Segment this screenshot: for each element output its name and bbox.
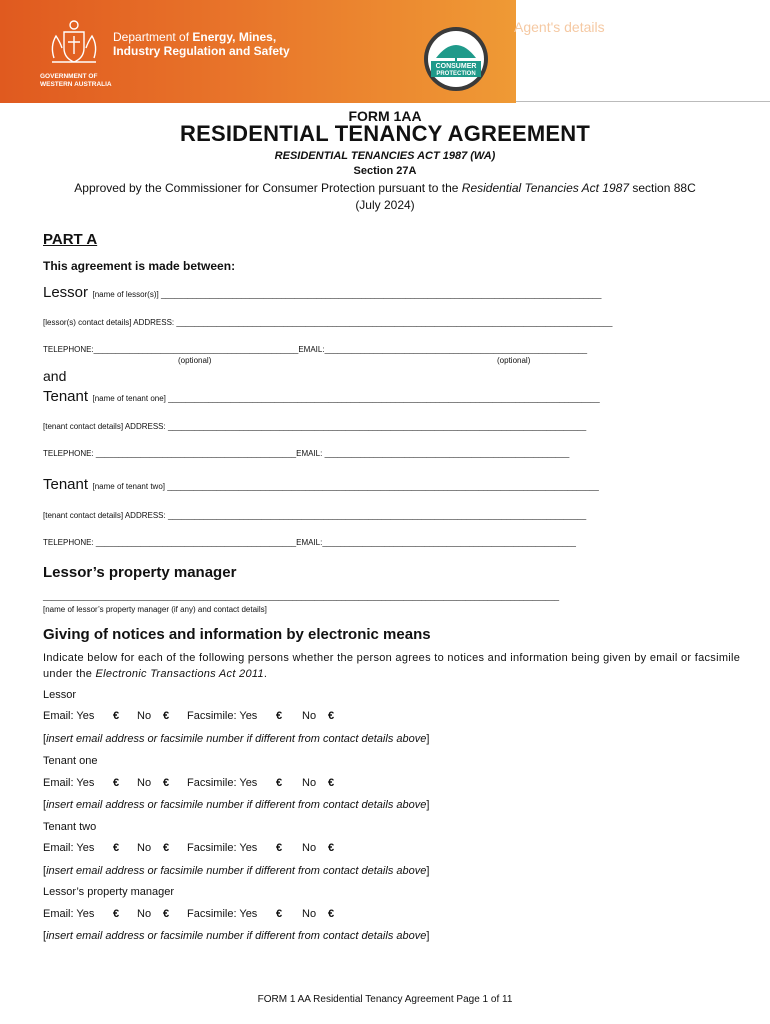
lessor-name-row[interactable] (43, 284, 601, 302)
and-label: and (43, 368, 67, 384)
tenant-two-insert-contact-field[interactable]: [insert email address or facsimile number if different from contact details above] (43, 865, 430, 877)
tenant-two-email-no-checkbox[interactable]: € (163, 842, 170, 854)
lessor-email-no-checkbox[interactable]: € (163, 710, 170, 722)
optional-note: (optional) (497, 356, 531, 365)
tenant-two-consent-row: Email: Yes € No € Facsimile: Yes € No € (43, 842, 335, 854)
lessor-consent-row: Email: Yes € No € Facsimile: Yes € No € (43, 710, 335, 722)
header-rule (516, 101, 770, 102)
tenant-two-phone-email-field[interactable]: TELEPHONE: _____________________________________________EMAIL:_________________________________________________________ (43, 538, 576, 547)
tenant-two-address-field[interactable]: [tenant contact details] ADDRESS: ______________________________________________________________________________________________ (43, 511, 587, 520)
person-label-property-manager: Lessor’s property manager (43, 886, 175, 898)
property-manager-field[interactable]: ____________________________________________________________________________________________________________________ (43, 592, 560, 601)
header-banner (0, 0, 516, 103)
electronic-notices-heading: Giving of notices and information by electronic means (43, 626, 431, 643)
lessor-label: Lessor (43, 284, 89, 301)
property-manager-fax-no-checkbox[interactable]: € (328, 908, 335, 920)
lessor-insert-contact-field[interactable]: [insert email address or facsimile number if different from contact details above] (43, 733, 430, 745)
page-title: RESIDENTIAL TENANCY AGREEMENT (180, 121, 590, 146)
person-label-tenant-one: Tenant one (43, 755, 98, 767)
tenant-one-consent-row: Email: Yes € No € Facsimile: Yes € No € (43, 777, 335, 789)
property-manager-email-no-checkbox[interactable]: € (163, 908, 170, 920)
tenant-two-name-field[interactable]: [name of tenant two] _________________________________________________________________________________________________ (92, 482, 599, 491)
department-name: Department of Energy, Mines, Industry Regulation and Safety (113, 30, 290, 58)
property-manager-fax-yes-checkbox[interactable]: € (276, 908, 283, 920)
property-manager-consent-row: Email: Yes € No € Facsimile: Yes € No € (43, 908, 335, 920)
form-number: FORM 1AA (348, 108, 422, 124)
approval-statement: Approved by the Commissioner for Consumer Protection pursuant to the Residential Tenancies Act 1987 section 88C (July 2024) (74, 181, 696, 212)
tenant-one-fax-no-checkbox[interactable]: € (328, 777, 335, 789)
government-wa-label: GOVERNMENT OF WESTERN AUSTRALIA (40, 73, 112, 88)
property-manager-heading: Lessor’s property manager (43, 564, 237, 581)
tenant-one-name-row[interactable] (43, 388, 600, 406)
consumer-protection-logo-icon (423, 26, 489, 92)
lessor-email-yes-checkbox[interactable]: € (113, 710, 120, 722)
act-reference: RESIDENTIAL TENANCIES ACT 1987 (WA) (274, 150, 496, 162)
page-footer: FORM 1 AA Residential Tenancy Agreement Page 1 of 11 (257, 994, 513, 1005)
property-manager-email-yes-checkbox[interactable]: € (113, 908, 120, 920)
lessor-phone-email-field[interactable]: TELEPHONE:______________________________________________EMAIL:___________________________________________________________ (43, 345, 588, 354)
lessor-name-field[interactable]: [name of lessor(s)] ___________________________________________________________________________________________________ (92, 290, 602, 299)
tenant-two-email-yes-checkbox[interactable]: € (113, 842, 120, 854)
agent-details-label: Agent's details (514, 19, 605, 35)
person-label-tenant-two: Tenant two (43, 821, 97, 833)
lessor-fax-no-checkbox[interactable]: € (328, 710, 335, 722)
tenant-one-address-field[interactable]: [tenant contact details] ADDRESS: ______________________________________________________________________________________________ (43, 422, 587, 431)
lessor-fax-yes-checkbox[interactable]: € (276, 710, 283, 722)
optional-note: (optional) (178, 356, 212, 365)
electronic-notices-intro: Indicate below for each of the following persons whether the person agrees to notices and information being given by email or facsimile under the Electronic Transactions Act 2011. (43, 652, 741, 680)
tenant-one-phone-email-field[interactable]: TELEPHONE: _____________________________________________EMAIL: _______________________________________________________ (43, 449, 570, 458)
property-manager-hint: [name of lessor’s property manager (if any) and contact details] (43, 605, 267, 614)
svg-text:CONSUMER: CONSUMER (435, 63, 477, 70)
svg-text:PROTECTION: PROTECTION (436, 71, 476, 77)
tenant-two-name-row[interactable] (43, 476, 599, 494)
tenant-label: Tenant (43, 476, 89, 493)
property-manager-insert-contact-field[interactable]: [insert email address or facsimile number if different from contact details above] (43, 930, 430, 942)
tenant-label: Tenant (43, 388, 89, 405)
lessor-address-field[interactable]: [lessor(s) contact details] ADDRESS: __________________________________________________________________________________________________ (43, 318, 613, 327)
part-a-heading: PART A (43, 231, 98, 248)
wa-coat-of-arms-icon (46, 18, 102, 70)
tenant-one-insert-contact-field[interactable]: [insert email address or facsimile number if different from contact details above] (43, 799, 430, 811)
tenant-two-fax-yes-checkbox[interactable]: € (276, 842, 283, 854)
tenant-one-name-field[interactable]: [name of tenant one] _________________________________________________________________________________________________ (92, 394, 600, 403)
tenant-two-fax-no-checkbox[interactable]: € (328, 842, 335, 854)
made-between-label: This agreement is made between: (43, 259, 236, 273)
tenant-one-email-no-checkbox[interactable]: € (163, 777, 170, 789)
tenant-one-fax-yes-checkbox[interactable]: € (276, 777, 283, 789)
person-label-lessor: Lessor (43, 689, 77, 701)
tenant-one-email-yes-checkbox[interactable]: € (113, 777, 120, 789)
section-reference: Section 27A (353, 165, 417, 177)
